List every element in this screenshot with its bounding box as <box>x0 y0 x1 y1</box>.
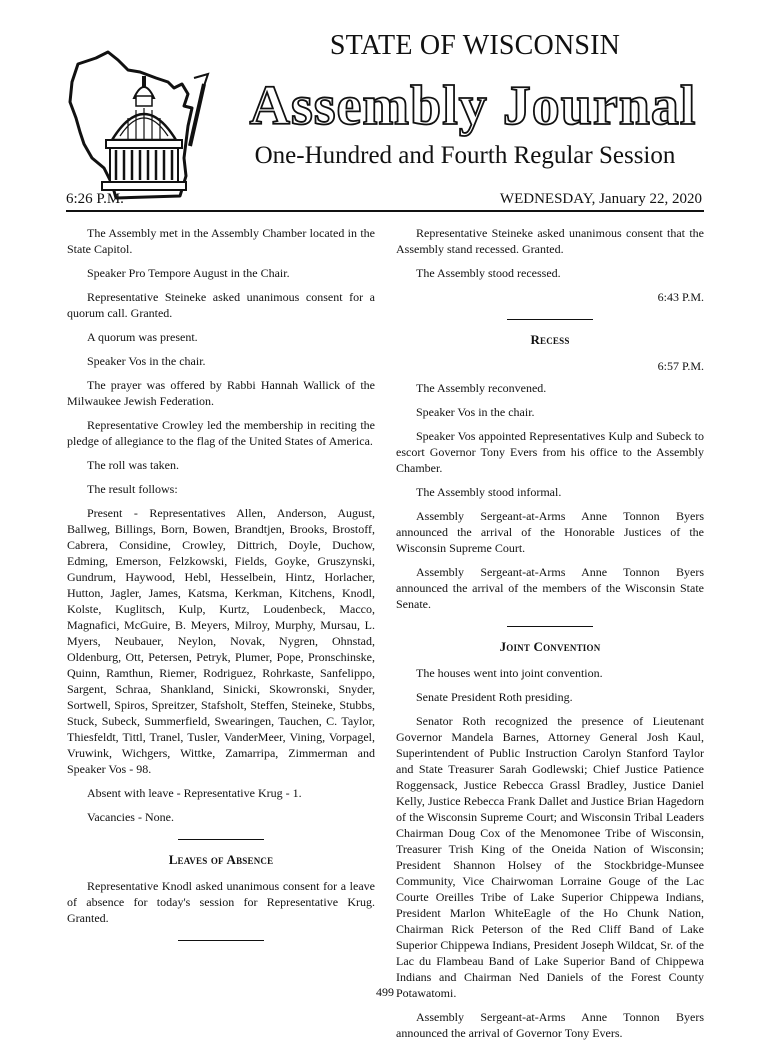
reconvene-time: 6:57 P.M. <box>657 359 704 373</box>
paragraph: The houses went into joint convention. <box>416 666 603 680</box>
paragraph: Speaker Pro Tempore August in the Chair. <box>87 266 290 280</box>
paragraph: The Assembly met in the Assembly Chamber located in the State Capitol. <box>67 226 375 256</box>
paragraph: Assembly Sergeant-at-Arms Anne Tonnon Byers announced the arrival of the members of the Wisconsin State Senate. <box>396 565 704 611</box>
paragraph: Speaker Vos appointed Representatives Kulp and Subeck to escort Governor Tony Evers from his office to the Assembly Chamber. <box>396 429 704 475</box>
paragraph: Representative Knodl asked unanimous consent for a leave of absence for today's session for Representative Krug. Granted. <box>67 879 375 925</box>
section-separator <box>507 319 593 320</box>
paragraph: Senate President Roth presiding. <box>416 690 573 704</box>
wisconsin-capitol-logo-icon <box>56 36 216 204</box>
paragraph: The result follows: <box>87 482 178 496</box>
paragraph: Representative Crowley led the membership in reciting the pledge of allegiance to the flag of the United States of America. <box>67 418 375 448</box>
section-separator <box>178 839 264 840</box>
paragraph: The prayer was offered by Rabbi Hannah Wallick of the Milwaukee Jewish Federation. <box>67 378 375 408</box>
section-separator <box>178 940 264 941</box>
paragraph: Absent with leave - Representative Krug - 1. <box>87 786 302 800</box>
session-time: 6:26 P.M. <box>66 191 124 207</box>
paragraph: The Assembly reconvened. <box>416 381 547 395</box>
recess-heading: Recess <box>530 332 570 347</box>
right-column <box>396 225 704 1049</box>
paragraph: The Assembly stood recessed. <box>416 266 561 280</box>
session-date: WEDNESDAY, January 22, 2020 <box>499 191 702 207</box>
paragraph: Assembly Sergeant-at-Arms Anne Tonnon Byers announced the arrival of Governor Tony Evers. <box>396 1010 704 1040</box>
header-rule <box>66 210 704 212</box>
paragraph: Representative Steineke asked unanimous consent for a quorum call. Granted. <box>67 290 375 320</box>
paragraph: A quorum was present. <box>87 330 198 344</box>
recognition-paragraph: Senator Roth recognized the presence of Lieutenant Governor Mandela Barnes, Attorney General Josh Kaul, Superintendent of Public Instruction Carolyn Stanford Taylor and State Treasurer Sarah Godlewski; Chief Justice Patience Roggensack, Justice Rebecca Grassl Bradley, Justice Daniel Kelly, Justice Rebecca Frank Dallet and Justice Brian Hagedorn of the Wisconsin Supreme Court; and Wisconsin Tribal Leaders Chairman Doug Cox of the Menomonee Tribe of Wisconsin, Treasurer Trish King of the Oneida Nation of Wisconsin; President Shannon Holsey of the Stockbridge-Munsee Community, Vice Chairwoman Lorraine Gouge of the Lac Courte Oreilles Tribe of Lake Superior Chippewa Indians, President Marlon WhiteEagle of the Ho Chunk Nation, Chairman Rick Peterson of the Red Cliff Band of Lake Superior Chippewa Indians, President Joseph Wildcat, Sr. of the Lac du Flambeau Band of Lake Superior Band of Chippewa Indians and Chairman Ned Daniels of the Forest County Potawatomi. <box>396 714 704 1000</box>
paragraph: Speaker Vos in the chair. <box>87 354 206 368</box>
leaves-of-absence-heading: Leaves of Absence <box>168 852 274 867</box>
paragraph: The roll was taken. <box>87 458 179 472</box>
roll-call-paragraph: Present - Representatives Allen, Anderson, August, Ballweg, Billings, Born, Bowen, Brandtjen, Brooks, Brostoff, Cabrera, Considine, Crowley, Dittrich, Doyle, Duchow, Edming, Emerson, Felzkowski, Fields, Goyke, Gruszynski, Gundrum, Haywood, Hebl, Hesselbein, Hintz, Horlacher, Hutton, Jagler, James, Katsma, Kerkman, Kitchens, Knodl, Kolste, Kuglitsch, Kulp, Kurtz, Loudenbeck, Macco, Magnafici, McGuire, B. Meyers, Milroy, Murphy, Mursau, L. Myers, Neubauer, Neylon, Novak, Nygren, Ohnstad, Oldenburg, Ott, Petersen, Petryk, Plumer, Pope, Pronschinske, Quinn, Ramthun, Riemer, Rodriguez, Rohrkaste, Sanfelippo, Sargent, Schraa, Shankland, Sinicki, Skowronski, Snyder, Sortwell, Spiros, Spreitzer, Stafsholt, Steffen, Steineke, Stubbs, Stuck, Subeck, Summerfield, Swearingen, Tauchen, C. Taylor, Thiesfeldt, Tittl, Tranel, Tusler, VanderMeer, Vining, Vorpagel, Vruwink, Wichgers, Wittke, Zamarripa, Zimmerman and Speaker Vos - 98. <box>67 506 375 776</box>
journal-title: Assembly Journal <box>249 75 697 137</box>
recess-time: 6:43 P.M. <box>657 290 704 304</box>
joint-convention-heading: Joint Convention <box>499 639 601 654</box>
paragraph: Speaker Vos in the chair. <box>416 405 535 419</box>
paragraph: Vacancies - None. <box>87 810 174 824</box>
paragraph: The Assembly stood informal. <box>416 485 562 499</box>
state-title: STATE OF WISCONSIN <box>329 30 621 61</box>
left-column <box>67 225 375 953</box>
paragraph: Assembly Sergeant-at-Arms Anne Tonnon Byers announced the arrival of the Honorable Justices of the Wisconsin Supreme Court. <box>396 509 704 555</box>
section-separator <box>507 626 593 627</box>
page-number: 499 <box>376 985 394 999</box>
paragraph: Representative Steineke asked unanimous consent that the Assembly stand recessed. Granted. <box>396 226 704 256</box>
session-title: One-Hundred and Fourth Regular Session <box>254 142 676 169</box>
